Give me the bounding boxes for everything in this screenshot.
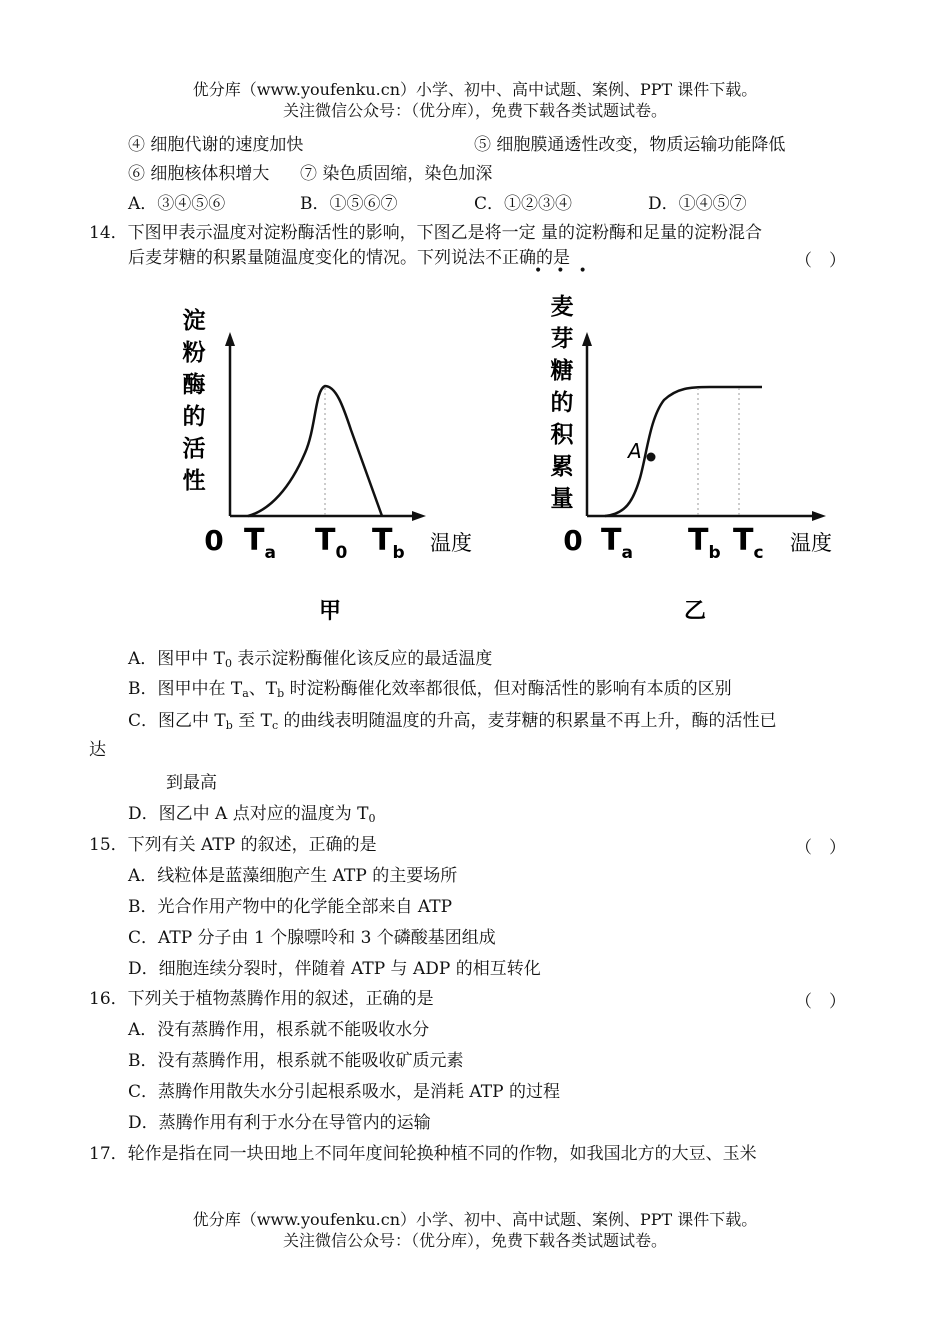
q14-stem-line-2: 后麦芽糖的积累量随温度变化的情况。下列说法不正确的是 [128, 248, 570, 268]
yi-x-axis-label: 温度 [790, 531, 832, 555]
graph-jia [182, 307, 473, 624]
emphasis-dots: ••• [534, 263, 601, 279]
q13-item-4: ④ 细胞代谢的速度加快 [128, 135, 304, 155]
yi-origin-label: 0 [563, 524, 583, 557]
yi-ylabel-1: 麦 [550, 294, 574, 320]
footer-line-1: 优分库（www.youfenku.cn）小学、初中、高中试题、案例、PPT 课件下载。 [192, 1210, 758, 1229]
q13-option-a: A．③④⑤⑥ [128, 194, 226, 214]
q14-option-a: A．图甲中 $T_0$ 表示淀粉酶催化该反应的最适温度 [128, 649, 493, 670]
q15-stem: 15．下列有关 ATP 的叙述，正确的是 [89, 835, 377, 855]
jia-ylabel-6: 性 [182, 468, 206, 494]
yi-ta-label: $T_a$ [601, 523, 633, 563]
q16-option-c: C．蒸腾作用散失水分引起根系吸水，是消耗 ATP 的过程 [128, 1082, 560, 1102]
q16-stem: 16．下列关于植物蒸腾作用的叙述，正确的是 [89, 989, 434, 1009]
q13-option-d: D．①④⑤⑦ [648, 194, 747, 214]
yi-point-a [647, 453, 656, 462]
jia-x-arrow [412, 511, 426, 521]
yi-tb-label: $T_b$ [688, 523, 721, 563]
q14-option-c-continuation-2: 到最高 [166, 773, 217, 793]
q15-option-a: A．线粒体是蓝藻细胞产生 ATP 的主要场所 [128, 866, 458, 886]
graph-yi [551, 294, 833, 624]
jia-caption: 甲 [318, 599, 342, 624]
q13-option-c: C．①②③④ [474, 194, 573, 214]
figure-graphs [150, 288, 860, 638]
q14-stem-line-1: 14．下图甲表示温度对淀粉酶活性的影响，下图乙是将一定 量的淀粉酶和足量的淀粉混合 [89, 223, 763, 243]
q13-item-5: ⑤ 细胞膜通透性改变，物质运输功能降低 [474, 135, 786, 155]
jia-origin-label: 0 [204, 524, 224, 557]
q13-item-7: ⑦ 染色质固缩，染色加深 [300, 164, 493, 184]
jia-t0-label: $T_0$ [315, 523, 348, 563]
q13-item-6: ⑥ 细胞核体积增大 [128, 164, 270, 184]
q15-answer-paren: （ ） [795, 838, 846, 858]
q14-answer-paren: （ ） [795, 251, 846, 271]
jia-x-axis-label: 温度 [430, 531, 472, 555]
jia-ylabel-2: 粉 [182, 340, 206, 366]
header-line-1: 优分库（www.youfenku.cn）小学、初中、高中试题、案例、PPT 课件下载。 [192, 80, 758, 99]
jia-ylabel-1: 淀 [182, 308, 206, 334]
yi-x-arrow [812, 511, 826, 521]
jia-activity-curve [248, 386, 382, 516]
jia-ylabel-3: 酶 [182, 372, 206, 398]
yi-caption: 乙 [683, 599, 707, 624]
yi-tc-label: $T_c$ [733, 523, 764, 563]
q16-option-b: B．没有蒸腾作用，根系就不能吸收矿质元素 [128, 1051, 464, 1071]
q15-option-b: B．光合作用产物中的化学能全部来自 ATP [128, 897, 453, 917]
jia-tb-label: $T_b$ [372, 523, 405, 563]
q14-option-d: D．图乙中 A 点对应的温度为 $T_0$ [128, 804, 376, 825]
q15-option-c: C．ATP 分子由 1 个腺嘌呤和 3 个磷酸基团组成 [128, 928, 496, 948]
yi-y-arrow [582, 332, 592, 346]
header-line-2: 关注微信公众号：（优分库），免费下载各类试题试卷。 [282, 101, 667, 120]
q13-option-b: B．①⑤⑥⑦ [300, 194, 398, 214]
q17-stem: 17．轮作是指在同一块田地上不同年度间轮换种植不同的作物，如我国北方的大豆、玉米 [89, 1144, 757, 1164]
yi-ylabel-5: 积 [550, 422, 574, 448]
jia-ta-label: $T_a$ [244, 523, 276, 563]
q16-option-d: D．蒸腾作用有利于水分在导管内的运输 [128, 1113, 431, 1133]
q16-answer-paren: （ ） [795, 992, 846, 1012]
jia-ylabel-4: 的 [182, 404, 206, 430]
q14-option-c-continuation-1: 达 [89, 740, 106, 760]
q15-option-d: D．细胞连续分裂时，伴随着 ATP 与 ADP 的相互转化 [128, 959, 541, 979]
q14-option-b: B．图甲中在 $T_a$、$T_b$ 时淀粉酶催化效率都很低，但对酶活性的影响有本质的区别 [128, 679, 732, 700]
yi-ylabel-4: 的 [550, 390, 574, 416]
q14-option-c: C．图乙中 $T_b$ 至 $T_c$ 的曲线表明随温度的升高，麦芽糖的积累量不再上升，酶的活性已 [128, 711, 777, 732]
jia-ylabel-5: 活 [182, 436, 206, 462]
yi-ylabel-7: 量 [550, 486, 574, 512]
yi-ylabel-3: 糖 [550, 358, 574, 384]
yi-ylabel-6: 累 [550, 454, 574, 480]
q16-option-a: A．没有蒸腾作用，根系就不能吸收水分 [128, 1020, 430, 1040]
yi-point-a-label: A [628, 439, 642, 463]
yi-ylabel-2: 芽 [550, 326, 574, 352]
footer-line-2: 关注微信公众号：（优分库），免费下载各类试题试卷。 [282, 1231, 667, 1250]
jia-y-arrow [225, 332, 235, 346]
